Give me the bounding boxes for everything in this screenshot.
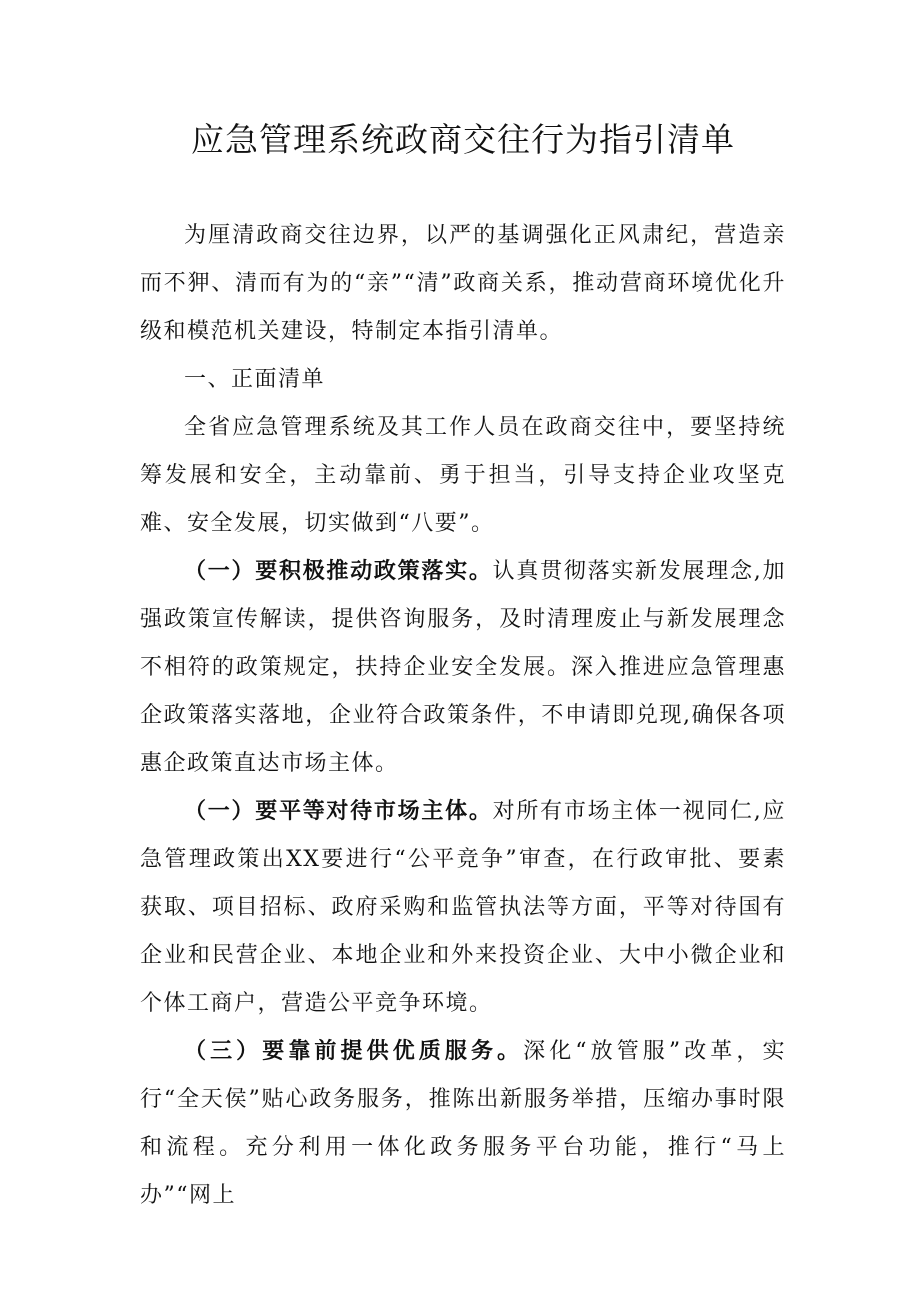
item-text: 认真贯彻落实新发展理念,加强政策宣传解读，提供咨询服务，及时清理废止与新发展理念不相符的政策规定，扶持企业安全发展。深入推进应急管理惠企政策落实落地，企业符合政策条件，不申请即兑现,确保各项惠企政策直达市场主体。 (140, 559, 786, 776)
item-text: 对所有市场主体一视同仁,应急管理政策出XX要进行“公平竞争”审查，在行政审批、要素获取、项目招标、政府采购和监管执法等方面，平等对待国有企业和民营企业、本地企业和外来投资企业、大中小微企业和个体工商户，营造公平竞争环境。 (140, 799, 786, 1016)
list-item (140, 548, 786, 788)
list-item (140, 1028, 786, 1220)
item-lead: （一）要积极推动政策落实。 (184, 559, 493, 584)
section-heading-positive-list: 一、正面清单 (184, 367, 326, 392)
list-item (140, 788, 786, 1028)
item-text: 深化“放管服”改革，实行“全天侯”贴心政务服务，推陈出新服务举措，压缩办事时限和流程。充分利用一体化政务服务平台功能，推行“马上办”“网上 (140, 1039, 786, 1208)
item-lead: （一）要平等对待市场主体。 (184, 799, 493, 824)
document-title: 应急管理系统政商交往行为指引清单 (191, 120, 735, 159)
section-paragraph: 全省应急管理系统及其工作人员在政商交往中，要坚持统筹发展和安全，主动靠前、勇于担当，引导支持企业攻坚克难、安全发展，切实做到“八要”。 (140, 415, 786, 536)
item-lead: （三）要靠前提供优质服务。 (184, 1039, 524, 1064)
intro-paragraph: 为厘清政商交往边界，以严的基调强化正风肃纪，营造亲而不狎、清而有为的“亲”“清”政商关系，推动营商环境优化升级和模范机关建设，特制定本指引清单。 (140, 223, 786, 344)
